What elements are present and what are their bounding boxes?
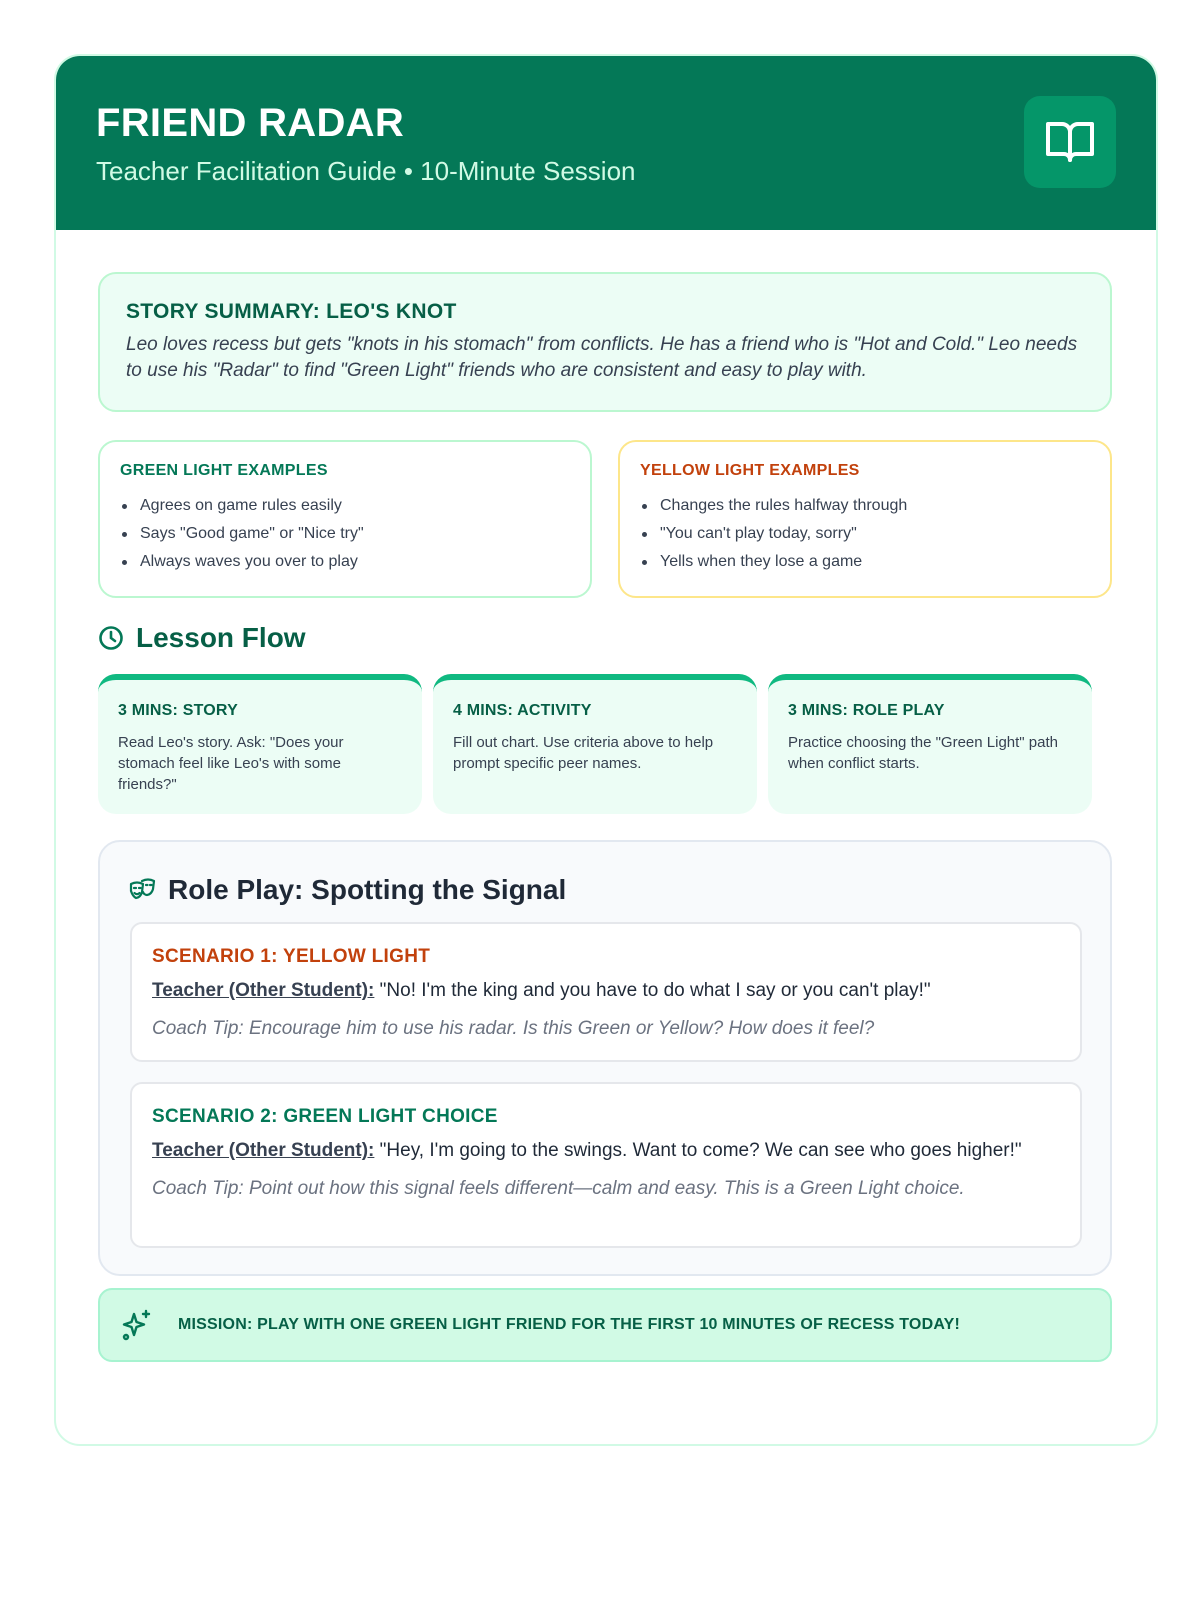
- lesson-flow-title: Lesson Flow: [136, 622, 306, 653]
- scenario-quote: "Hey, I'm going to the swings. Want to come? We can see who goes higher!": [374, 1140, 1022, 1161]
- speaker-label: Teacher (Other Student):: [152, 980, 375, 1001]
- step-text: Fill out chart. Use criteria above to help prompt specific peer names.: [453, 734, 714, 772]
- summary-text: Leo loves recess but gets "knots in his stomach" from conflicts. He has a friend who is "Hot and Cold." Leo needs to use his "Radar" to find "Green Light" friends who are consistent and easy to play with.: [126, 334, 1078, 381]
- role-play-section: [98, 840, 1112, 1276]
- summary-title: STORY SUMMARY: LEO'S KNOT: [126, 300, 457, 323]
- step-title: 3 MINS: STORY: [118, 702, 238, 719]
- coach-tip: Coach Tip: Encourage him to use his radar. Is this Green or Yellow? How does it feel?: [152, 1018, 875, 1039]
- theater-masks-icon: [128, 876, 156, 904]
- page-subtitle: Teacher Facilitation Guide • 10-Minute Session: [96, 156, 636, 186]
- coach-tip: Coach Tip: Point out how this signal feels different—calm and easy. This is a Green Light choice.: [152, 1178, 965, 1199]
- sparkles-icon: [120, 1308, 154, 1342]
- step-activity: [433, 674, 757, 814]
- step-text: Read Leo's story. Ask: "Does your stomach feel like Leo's with some friends?": [118, 734, 344, 793]
- step-text: Practice choosing the "Green Light" path when conflict starts.: [788, 734, 1058, 772]
- green-light-examples: [98, 440, 592, 598]
- scenario-dialogue: [152, 978, 1060, 1004]
- step-story: [98, 674, 422, 814]
- role-play-title: Role Play: Spotting the Signal: [168, 874, 567, 905]
- yellow-examples-title: YELLOW LIGHT EXAMPLES: [640, 462, 860, 479]
- header: [56, 56, 1156, 230]
- step-role-play: [768, 674, 1092, 814]
- page-title: FRIEND RADAR: [96, 101, 405, 145]
- yellow-examples-list: [640, 492, 1090, 576]
- list-item: Agrees on game rules easily: [120, 492, 570, 520]
- yellow-light-examples: [618, 440, 1112, 598]
- list-item: Always waves you over to play: [120, 548, 570, 576]
- scenario-card: [130, 1082, 1082, 1248]
- story-summary: [98, 272, 1112, 412]
- step-title: 3 MINS: ROLE PLAY: [788, 702, 945, 719]
- list-item: Says "Good game" or "Nice try": [120, 520, 570, 548]
- role-play-heading: [128, 870, 566, 910]
- list-item: "You can't play today, sorry": [640, 520, 1090, 548]
- scenario-card: [130, 922, 1082, 1062]
- step-title: 4 MINS: ACTIVITY: [453, 702, 592, 719]
- scenario-title: SCENARIO 2: GREEN LIGHT CHOICE: [152, 1106, 498, 1127]
- list-item: Yells when they lose a game: [640, 548, 1090, 576]
- guide-card: [54, 54, 1158, 1446]
- mission-banner: [98, 1288, 1112, 1362]
- scenario-title: SCENARIO 1: YELLOW LIGHT: [152, 946, 431, 967]
- scenario-dialogue: [152, 1138, 1060, 1164]
- clock-icon: [98, 625, 124, 651]
- book-open-icon: [1044, 118, 1096, 166]
- book-badge: [1024, 96, 1116, 188]
- green-examples-list: [120, 492, 570, 576]
- speaker-label: Teacher (Other Student):: [152, 1140, 375, 1161]
- mission-text: MISSION: PLAY WITH ONE GREEN LIGHT FRIEND FOR THE FIRST 10 MINUTES OF RECESS TODAY!: [178, 1316, 961, 1333]
- green-examples-title: GREEN LIGHT EXAMPLES: [120, 462, 328, 479]
- lesson-flow-heading: [98, 618, 306, 658]
- scenario-quote: "No! I'm the king and you have to do what I say or you can't play!": [374, 980, 931, 1001]
- list-item: Changes the rules halfway through: [640, 492, 1090, 520]
